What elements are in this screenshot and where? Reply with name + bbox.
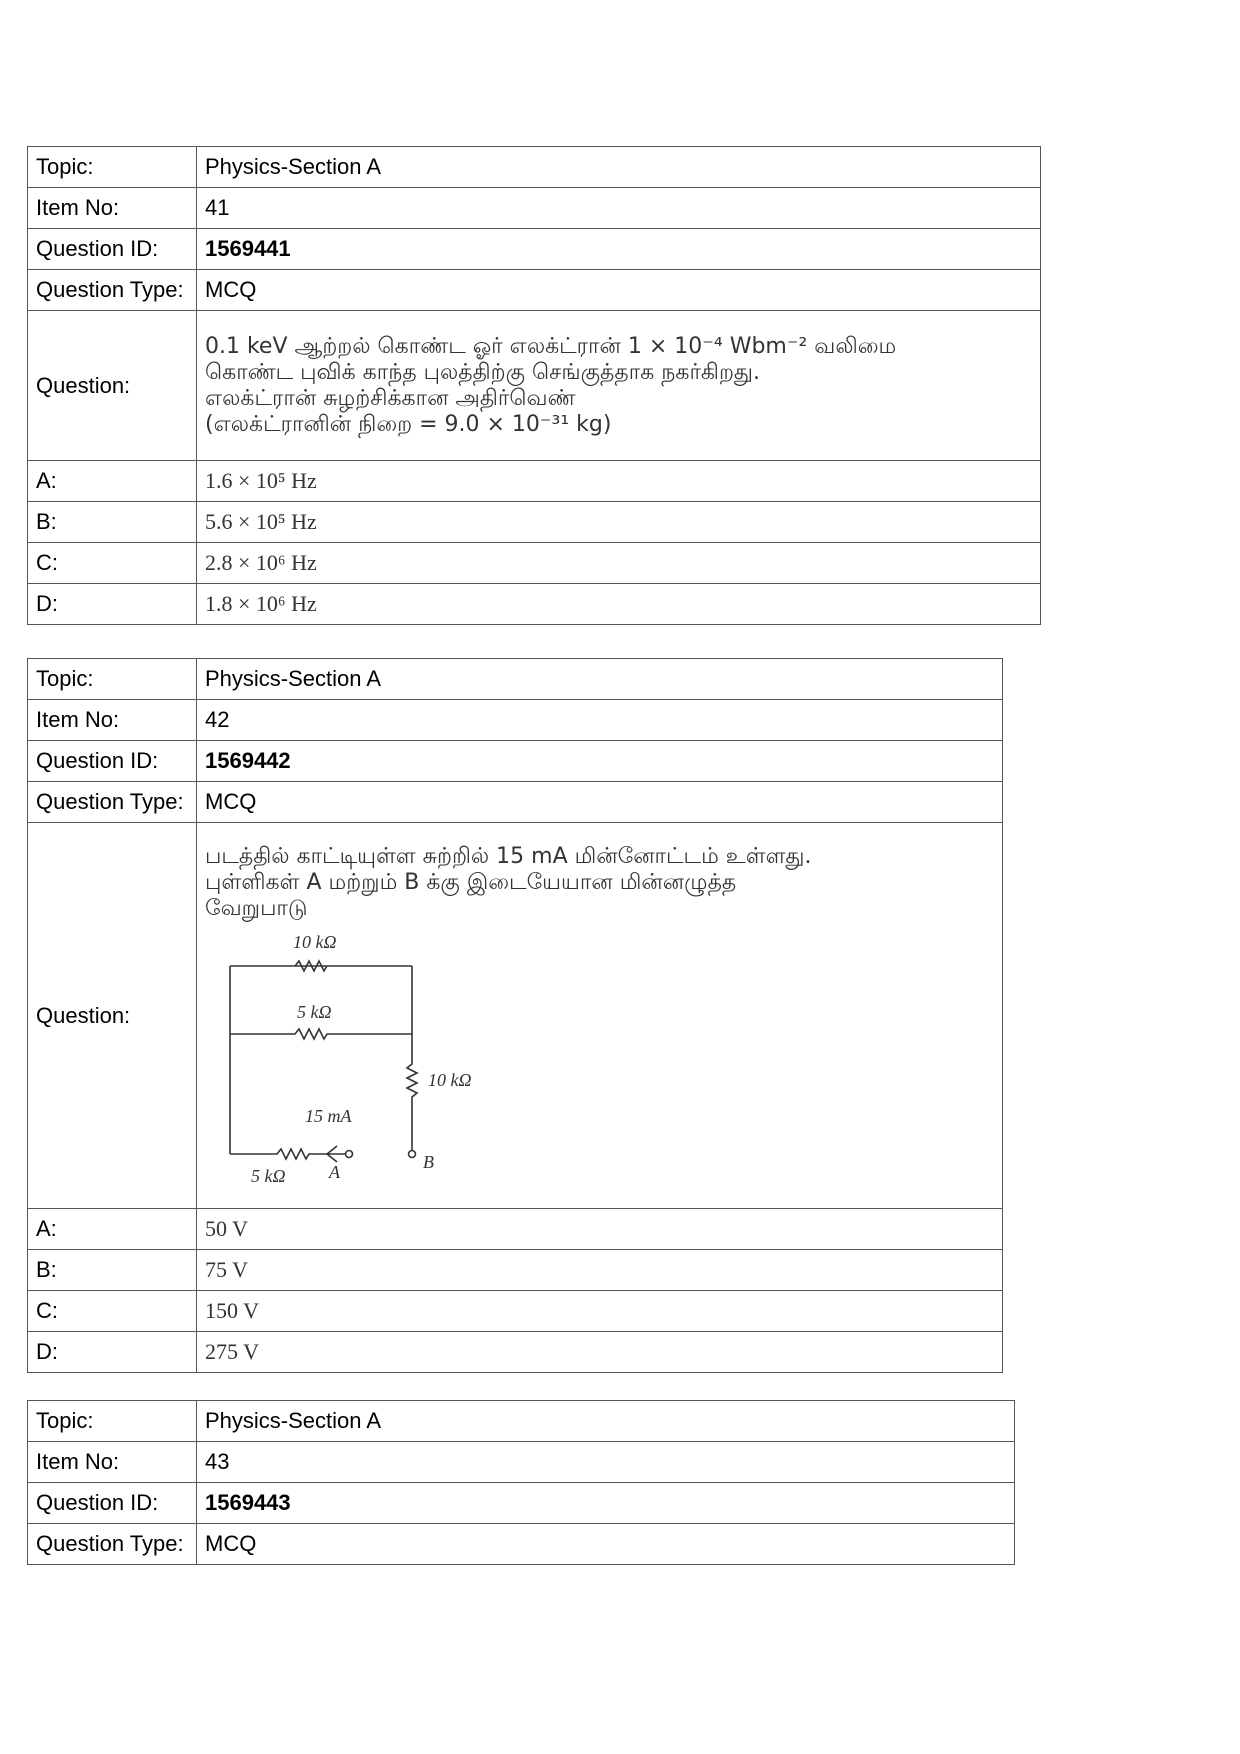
- question-id-value: 1569441: [197, 229, 1041, 270]
- option-row-a: [28, 1209, 1003, 1250]
- wire-top: [230, 961, 412, 971]
- question-id-row: [28, 741, 1003, 782]
- option-d-label: D:: [28, 584, 197, 625]
- item-no-row: [28, 700, 1003, 741]
- question-type-label: Question Type:: [28, 1524, 197, 1565]
- option-b-label: B:: [28, 502, 197, 543]
- option-b-value: 75 V: [197, 1250, 1003, 1291]
- label-r-top: 10 kΩ: [293, 931, 337, 952]
- question-text: [197, 311, 1041, 461]
- topic-row: [28, 147, 1041, 188]
- label-r-right: 10 kΩ: [428, 1069, 472, 1090]
- option-b-value: 5.6 × 10⁵ Hz: [197, 502, 1041, 543]
- question-line: 0.1 keV ஆற்றல் கொண்ட ஓர் எலக்ட்ரான் 1 × 10⁻⁴ Wbm⁻² வலிமை: [205, 333, 897, 359]
- option-row-c: [28, 1291, 1003, 1332]
- question-id-label: Question ID:: [28, 229, 197, 270]
- question-type-row: [28, 782, 1003, 823]
- wire-middle: [230, 1029, 412, 1039]
- question-type-value: MCQ: [197, 1524, 1015, 1565]
- question-type-label: Question Type:: [28, 270, 197, 311]
- label-r-bottom: 5 kΩ: [251, 1165, 286, 1186]
- topic-label: Topic:: [28, 1401, 197, 1442]
- topic-row: [28, 659, 1003, 700]
- option-row-c: [28, 543, 1041, 584]
- terminal-b: [409, 1150, 416, 1157]
- option-d-value: 275 V: [197, 1332, 1003, 1373]
- question-type-row: [28, 270, 1041, 311]
- option-a-value: 50 V: [197, 1209, 1003, 1250]
- option-row-d: [28, 1332, 1003, 1373]
- item-no-row: [28, 1442, 1015, 1483]
- label-current: 15 mA: [305, 1105, 352, 1126]
- question-line: படத்தில் காட்டியுள்ள சுற்றில் 15 mA மின்னோட்டம் உள்ளது.: [205, 843, 812, 869]
- item-no-label: Item No:: [28, 1442, 197, 1483]
- terminal-a: [346, 1150, 353, 1157]
- question-type-value: MCQ: [197, 270, 1041, 311]
- item-no-label: Item No:: [28, 188, 197, 229]
- label-point-b: B: [423, 1151, 434, 1172]
- option-row-a: [28, 461, 1041, 502]
- question-id-value: 1569442: [197, 741, 1003, 782]
- question-table-41: [27, 146, 1041, 625]
- topic-label: Topic:: [28, 659, 197, 700]
- label-point-a: A: [329, 1161, 340, 1182]
- question-line: புள்ளிகள் A மற்றும் B க்கு இடையேயான மின்னழுத்த: [205, 869, 737, 895]
- option-c-label: C:: [28, 543, 197, 584]
- topic-label: Topic:: [28, 147, 197, 188]
- question-table-42: [27, 658, 1003, 1373]
- question-id-value: 1569443: [197, 1483, 1015, 1524]
- question-type-value: MCQ: [197, 782, 1003, 823]
- question-id-label: Question ID:: [28, 741, 197, 782]
- question-label: Question:: [28, 823, 197, 1209]
- question-line: எலக்ட்ரான் சுழற்சிக்கான அதிர்வெண்: [205, 385, 576, 411]
- question-row: [28, 823, 1003, 1209]
- item-no-label: Item No:: [28, 700, 197, 741]
- topic-value: Physics-Section A: [197, 1401, 1015, 1442]
- resistor-right: [407, 1034, 417, 1150]
- question-id-row: [28, 1483, 1015, 1524]
- question-id-row: [28, 229, 1041, 270]
- question-type-label: Question Type:: [28, 782, 197, 823]
- question-type-row: [28, 1524, 1015, 1565]
- option-c-label: C:: [28, 1291, 197, 1332]
- option-row-b: [28, 502, 1041, 543]
- question-line: கொண்ட புவிக் காந்த புலத்திற்கு செங்குத்தாக நகர்கிறது.: [205, 359, 761, 385]
- option-c-value: 2.8 × 10⁶ Hz: [197, 543, 1041, 584]
- option-row-d: [28, 584, 1041, 625]
- question-line: வேறுபாடு: [205, 895, 308, 921]
- option-row-b: [28, 1250, 1003, 1291]
- question-id-label: Question ID:: [28, 1483, 197, 1524]
- topic-value: Physics-Section A: [197, 659, 1003, 700]
- question-text: [197, 823, 1003, 1209]
- question-row: [28, 311, 1041, 461]
- option-b-label: B:: [28, 1250, 197, 1291]
- topic-row: [28, 1401, 1015, 1442]
- question-label: Question:: [28, 311, 197, 461]
- item-no-value: 41: [197, 188, 1041, 229]
- item-no-value: 42: [197, 700, 1003, 741]
- label-r-mid: 5 kΩ: [297, 1001, 332, 1022]
- question-table-43: [27, 1400, 1015, 1565]
- question-line: (எலக்ட்ரானின் நிறை = 9.0 × 10⁻³¹ kg): [205, 411, 612, 437]
- option-d-label: D:: [28, 1332, 197, 1373]
- option-c-value: 150 V: [197, 1291, 1003, 1332]
- option-a-label: A:: [28, 461, 197, 502]
- topic-value: Physics-Section A: [197, 147, 1041, 188]
- item-no-row: [28, 188, 1041, 229]
- item-no-value: 43: [197, 1442, 1015, 1483]
- option-a-value: 1.6 × 10⁵ Hz: [197, 461, 1041, 502]
- option-a-label: A:: [28, 1209, 197, 1250]
- option-d-value: 1.8 × 10⁶ Hz: [197, 584, 1041, 625]
- circuit-diagram: [205, 926, 505, 1188]
